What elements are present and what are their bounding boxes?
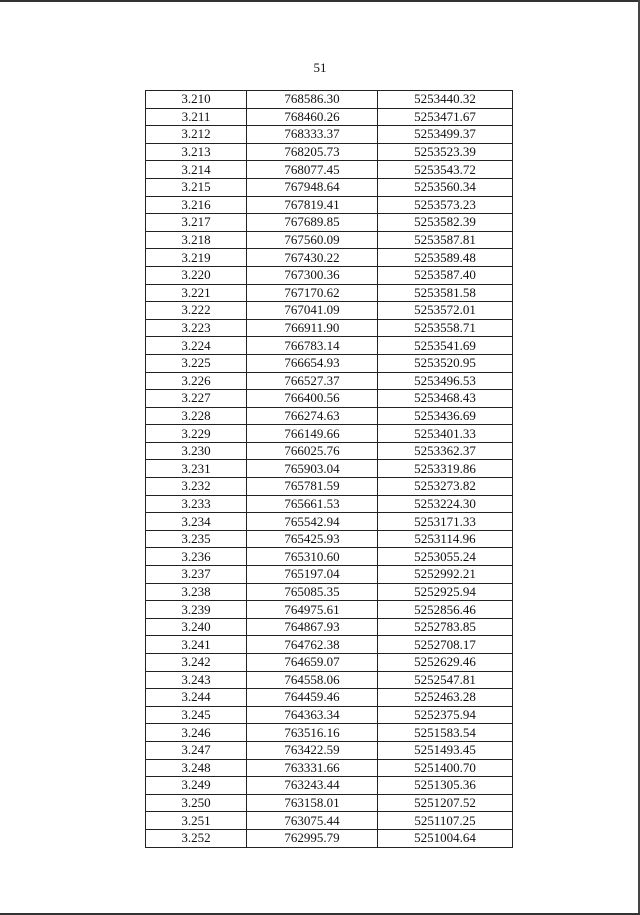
x-coordinate-cell: 768333.37 [247, 126, 378, 144]
x-coordinate-cell: 767560.09 [247, 231, 378, 249]
x-coordinate-cell: 765781.59 [247, 478, 378, 496]
x-coordinate-cell: 764558.06 [247, 671, 378, 689]
x-coordinate-cell: 767041.09 [247, 302, 378, 320]
y-coordinate-cell: 5252783.85 [378, 618, 513, 636]
x-coordinate-cell: 763243.44 [247, 777, 378, 795]
table-row [146, 390, 513, 408]
x-coordinate-cell: 764762.38 [247, 636, 378, 654]
point-id-cell: 3.237 [146, 566, 247, 584]
y-coordinate-cell: 5253520.95 [378, 354, 513, 372]
y-coordinate-cell: 5252463.28 [378, 689, 513, 707]
x-coordinate-cell: 767170.62 [247, 284, 378, 302]
y-coordinate-cell: 5252925.94 [378, 583, 513, 601]
y-coordinate-cell: 5251493.45 [378, 741, 513, 759]
page-top-edge [0, 0, 640, 2]
point-id-cell: 3.245 [146, 706, 247, 724]
x-coordinate-cell: 763075.44 [247, 812, 378, 830]
point-id-cell: 3.227 [146, 390, 247, 408]
x-coordinate-cell: 768205.73 [247, 143, 378, 161]
table-row [146, 319, 513, 337]
table-row [146, 249, 513, 267]
point-id-cell: 3.212 [146, 126, 247, 144]
x-coordinate-cell: 767819.41 [247, 196, 378, 214]
table-row [146, 706, 513, 724]
table-row [146, 231, 513, 249]
point-id-cell: 3.236 [146, 548, 247, 566]
point-id-cell: 3.222 [146, 302, 247, 320]
y-coordinate-cell: 5251207.52 [378, 794, 513, 812]
point-id-cell: 3.220 [146, 266, 247, 284]
y-coordinate-cell: 5253560.34 [378, 178, 513, 196]
point-id-cell: 3.252 [146, 829, 247, 847]
x-coordinate-cell: 766025.76 [247, 442, 378, 460]
table-row [146, 478, 513, 496]
point-id-cell: 3.231 [146, 460, 247, 478]
table-row [146, 143, 513, 161]
point-id-cell: 3.228 [146, 407, 247, 425]
point-id-cell: 3.238 [146, 583, 247, 601]
y-coordinate-cell: 5253587.40 [378, 266, 513, 284]
y-coordinate-cell: 5253224.30 [378, 495, 513, 513]
table-row [146, 689, 513, 707]
point-id-cell: 3.239 [146, 601, 247, 619]
y-coordinate-cell: 5253573.23 [378, 196, 513, 214]
point-id-cell: 3.230 [146, 442, 247, 460]
y-coordinate-cell: 5251004.64 [378, 829, 513, 847]
y-coordinate-cell: 5253543.72 [378, 161, 513, 179]
table-row [146, 178, 513, 196]
table-row [146, 442, 513, 460]
x-coordinate-cell: 766911.90 [247, 319, 378, 337]
x-coordinate-cell: 763158.01 [247, 794, 378, 812]
table-row [146, 654, 513, 672]
point-id-cell: 3.226 [146, 372, 247, 390]
x-coordinate-cell: 767300.36 [247, 266, 378, 284]
y-coordinate-cell: 5253523.39 [378, 143, 513, 161]
table-row [146, 812, 513, 830]
x-coordinate-cell: 768460.26 [247, 108, 378, 126]
y-coordinate-cell: 5253114.96 [378, 530, 513, 548]
y-coordinate-cell: 5253471.67 [378, 108, 513, 126]
x-coordinate-cell: 764867.93 [247, 618, 378, 636]
y-coordinate-cell: 5253440.32 [378, 91, 513, 109]
point-id-cell: 3.235 [146, 530, 247, 548]
y-coordinate-cell: 5252708.17 [378, 636, 513, 654]
x-coordinate-cell: 767689.85 [247, 214, 378, 232]
point-id-cell: 3.234 [146, 513, 247, 531]
table-row [146, 302, 513, 320]
point-id-cell: 3.217 [146, 214, 247, 232]
table-row [146, 460, 513, 478]
y-coordinate-cell: 5253582.39 [378, 214, 513, 232]
point-id-cell: 3.210 [146, 91, 247, 109]
x-coordinate-cell: 765310.60 [247, 548, 378, 566]
x-coordinate-cell: 765661.53 [247, 495, 378, 513]
point-id-cell: 3.221 [146, 284, 247, 302]
point-id-cell: 3.240 [146, 618, 247, 636]
x-coordinate-cell: 765903.04 [247, 460, 378, 478]
table-row [146, 126, 513, 144]
y-coordinate-cell: 5252856.46 [378, 601, 513, 619]
point-id-cell: 3.233 [146, 495, 247, 513]
x-coordinate-cell: 765425.93 [247, 530, 378, 548]
table-row [146, 829, 513, 847]
point-id-cell: 3.216 [146, 196, 247, 214]
y-coordinate-cell: 5252547.81 [378, 671, 513, 689]
point-id-cell: 3.211 [146, 108, 247, 126]
y-coordinate-cell: 5253541.69 [378, 337, 513, 355]
table-row [146, 759, 513, 777]
table-row [146, 513, 513, 531]
table-row [146, 425, 513, 443]
x-coordinate-cell: 766783.14 [247, 337, 378, 355]
table-row [146, 601, 513, 619]
point-id-cell: 3.244 [146, 689, 247, 707]
x-coordinate-cell: 768586.30 [247, 91, 378, 109]
y-coordinate-cell: 5253362.37 [378, 442, 513, 460]
table-row [146, 618, 513, 636]
x-coordinate-cell: 766274.63 [247, 407, 378, 425]
table-row [146, 372, 513, 390]
point-id-cell: 3.214 [146, 161, 247, 179]
table-row [146, 161, 513, 179]
table-row [146, 566, 513, 584]
table-row [146, 337, 513, 355]
x-coordinate-cell: 765085.35 [247, 583, 378, 601]
x-coordinate-cell: 766149.66 [247, 425, 378, 443]
point-id-cell: 3.247 [146, 741, 247, 759]
table-row [146, 671, 513, 689]
coordinates-table [145, 90, 513, 848]
table-row [146, 91, 513, 109]
point-id-cell: 3.215 [146, 178, 247, 196]
y-coordinate-cell: 5251107.25 [378, 812, 513, 830]
point-id-cell: 3.224 [146, 337, 247, 355]
x-coordinate-cell: 766400.56 [247, 390, 378, 408]
x-coordinate-cell: 763331.66 [247, 759, 378, 777]
y-coordinate-cell: 5252375.94 [378, 706, 513, 724]
y-coordinate-cell: 5253589.48 [378, 249, 513, 267]
point-id-cell: 3.246 [146, 724, 247, 742]
y-coordinate-cell: 5253587.81 [378, 231, 513, 249]
y-coordinate-cell: 5253558.71 [378, 319, 513, 337]
table-row [146, 407, 513, 425]
table-row [146, 495, 513, 513]
x-coordinate-cell: 766654.93 [247, 354, 378, 372]
table-row [146, 548, 513, 566]
y-coordinate-cell: 5251305.36 [378, 777, 513, 795]
y-coordinate-cell: 5253581.58 [378, 284, 513, 302]
x-coordinate-cell: 764363.34 [247, 706, 378, 724]
x-coordinate-cell: 767948.64 [247, 178, 378, 196]
y-coordinate-cell: 5253319.86 [378, 460, 513, 478]
y-coordinate-cell: 5253273.82 [378, 478, 513, 496]
page-number: 51 [313, 60, 327, 75]
y-coordinate-cell: 5252629.46 [378, 654, 513, 672]
table-row [146, 583, 513, 601]
x-coordinate-cell: 764459.46 [247, 689, 378, 707]
table-row [146, 354, 513, 372]
y-coordinate-cell: 5253401.33 [378, 425, 513, 443]
y-coordinate-cell: 5253436.69 [378, 407, 513, 425]
x-coordinate-cell: 764659.07 [247, 654, 378, 672]
x-coordinate-cell: 765542.94 [247, 513, 378, 531]
point-id-cell: 3.229 [146, 425, 247, 443]
x-coordinate-cell: 767430.22 [247, 249, 378, 267]
table-row [146, 266, 513, 284]
point-id-cell: 3.213 [146, 143, 247, 161]
table-row [146, 284, 513, 302]
y-coordinate-cell: 5253572.01 [378, 302, 513, 320]
point-id-cell: 3.232 [146, 478, 247, 496]
point-id-cell: 3.218 [146, 231, 247, 249]
y-coordinate-cell: 5251400.70 [378, 759, 513, 777]
table-row [146, 741, 513, 759]
point-id-cell: 3.243 [146, 671, 247, 689]
x-coordinate-cell: 768077.45 [247, 161, 378, 179]
y-coordinate-cell: 5253496.53 [378, 372, 513, 390]
x-coordinate-cell: 762995.79 [247, 829, 378, 847]
table-row [146, 196, 513, 214]
x-coordinate-cell: 763516.16 [247, 724, 378, 742]
point-id-cell: 3.219 [146, 249, 247, 267]
x-coordinate-cell: 764975.61 [247, 601, 378, 619]
x-coordinate-cell: 765197.04 [247, 566, 378, 584]
point-id-cell: 3.242 [146, 654, 247, 672]
x-coordinate-cell: 766527.37 [247, 372, 378, 390]
table-row [146, 214, 513, 232]
point-id-cell: 3.250 [146, 794, 247, 812]
y-coordinate-cell: 5252992.21 [378, 566, 513, 584]
point-id-cell: 3.249 [146, 777, 247, 795]
table-row [146, 530, 513, 548]
point-id-cell: 3.225 [146, 354, 247, 372]
y-coordinate-cell: 5251583.54 [378, 724, 513, 742]
point-id-cell: 3.241 [146, 636, 247, 654]
y-coordinate-cell: 5253171.33 [378, 513, 513, 531]
table-row [146, 794, 513, 812]
table-row [146, 636, 513, 654]
point-id-cell: 3.248 [146, 759, 247, 777]
point-id-cell: 3.223 [146, 319, 247, 337]
y-coordinate-cell: 5253468.43 [378, 390, 513, 408]
y-coordinate-cell: 5253499.37 [378, 126, 513, 144]
table-row [146, 777, 513, 795]
coordinates-table-body [146, 91, 513, 848]
y-coordinate-cell: 5253055.24 [378, 548, 513, 566]
table-row [146, 724, 513, 742]
point-id-cell: 3.251 [146, 812, 247, 830]
x-coordinate-cell: 763422.59 [247, 741, 378, 759]
table-row [146, 108, 513, 126]
